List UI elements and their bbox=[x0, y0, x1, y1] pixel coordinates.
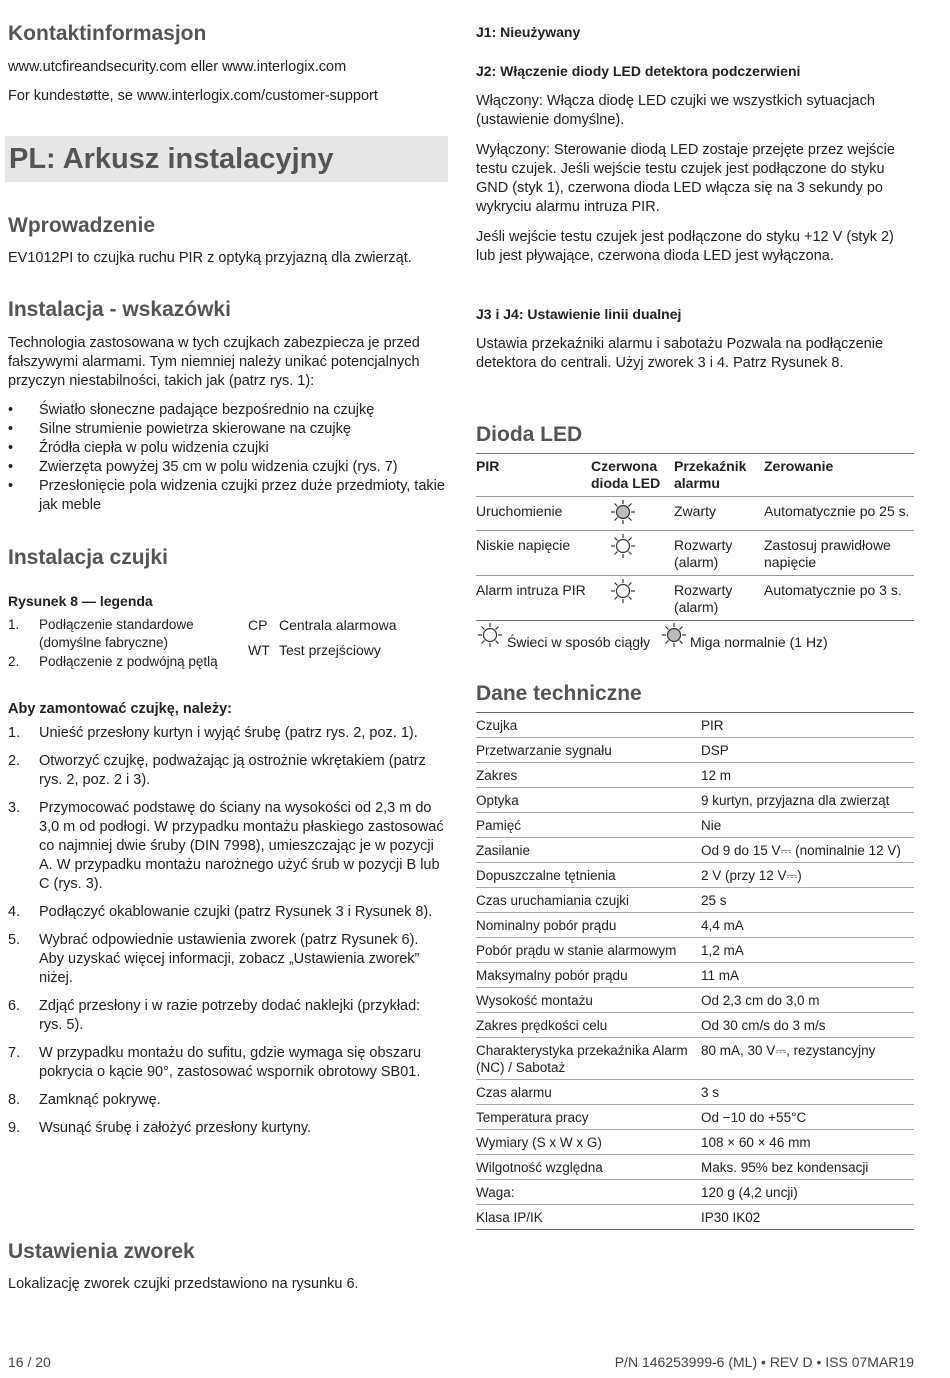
table-row bbox=[476, 576, 914, 621]
table-row: Czas alarmu 3 s bbox=[476, 1080, 914, 1105]
page-number: 16 / 20 bbox=[8, 1354, 51, 1370]
legend-title: Rysunek 8 — legenda bbox=[8, 593, 153, 609]
led-steady-icon bbox=[476, 622, 506, 648]
guidelines-text: Technologia zastosowana w tych czujkach zabezpiecza je przed fałszywymi alarmami. Tym niemniej należy unikać potencjalnych przyczyn niestabilności, takich jak (patrz rys. 1): bbox=[8, 335, 420, 389]
j34-title: J3 i J4: Ustawienie linii dualnej bbox=[476, 306, 682, 322]
relay-cell: Zwarty bbox=[674, 497, 764, 531]
tech-table bbox=[476, 712, 914, 1230]
table-row: Waga: 120 g (4,2 uncji) bbox=[476, 1180, 914, 1205]
step-item: 2. Otworzyć czujkę, podważając ją ostrożnie wkrętakiem (patrz rys. 2, poz. 2 i 3). bbox=[8, 753, 426, 788]
table-row: Zakres prędkości celu Od 30 cm/s do 3 m/s bbox=[476, 1013, 914, 1038]
table-row: Czas uruchamiania czujki 25 s bbox=[476, 888, 914, 913]
header-cell: Przekaźnik alarmu bbox=[674, 454, 764, 497]
led-title: Dioda LED bbox=[476, 423, 583, 446]
pir-cell: Uruchomienie bbox=[476, 497, 591, 531]
table-row: Pobór prądu w stanie alarmowym 1,2 mA bbox=[476, 938, 914, 963]
steps-list bbox=[8, 724, 446, 1147]
table-row bbox=[476, 531, 914, 576]
table-row: Przetwarzanie sygnału DSP bbox=[476, 738, 914, 763]
guidelines-title: Instalacja - wskazówki bbox=[8, 298, 231, 321]
step-item: 3. Przymocować podstawę do ściany na wysokości od 2,3 m do 3,0 m od podłogi. W przypadku montażu płaskiego zastosować co najmniej dwie śruby (DIN 7998), umieszczając je w pozycji A. W przypadku montażu narożnego użyć śrub w pozycji B lub C (rys. 3). bbox=[8, 800, 444, 892]
legend-item: 1. Podłączenie standardowe (domyślne fabryczne) bbox=[8, 617, 194, 650]
step-item: 5. Wybrać odpowiednie ustawienia zworek (patrz Rysunek 6). Aby uzyskać więcej informacji, zobacz „Ustawienia zworek” niżej. bbox=[8, 932, 420, 986]
j1-title: J1: Nieużywany bbox=[476, 24, 581, 40]
pir-cell: Alarm intruza PIR bbox=[476, 576, 591, 621]
legend-list bbox=[8, 616, 238, 671]
led-table-header bbox=[476, 454, 914, 497]
table-row: Klasa IP/IK IP30 IK02 bbox=[476, 1205, 914, 1230]
led-cell bbox=[591, 576, 674, 621]
led-cell bbox=[591, 531, 674, 576]
header-cell: PIR bbox=[476, 454, 591, 497]
led-legend bbox=[476, 622, 914, 652]
bullet-item: • Zwierzęta powyżej 35 cm w polu widzenia czujki (rys. 7) bbox=[8, 458, 446, 477]
table-row: Wysokość montażu Od 2,3 cm do 3,0 m bbox=[476, 988, 914, 1013]
table-row: Czujka PIR bbox=[476, 713, 914, 738]
bullet-item: • Silne strumienie powietrza skierowane na czujkę bbox=[8, 420, 446, 439]
section-banner bbox=[5, 136, 448, 182]
relay-cell: Rozwarty (alarm) bbox=[674, 576, 764, 621]
step-item: 8. Zamknąć pokrywę. bbox=[8, 1092, 161, 1108]
contact-line-2: For kundestøtte, se www.interlogix.com/customer-support bbox=[8, 88, 378, 104]
table-row: Wilgotność względna Maks. 95% bez kondensacji bbox=[476, 1155, 914, 1180]
table-row: Dopuszczalne tętnienia 2 V (przy 12 V⎓) bbox=[476, 863, 914, 888]
led-cell bbox=[591, 497, 674, 531]
table-row: Pamięć Nie bbox=[476, 813, 914, 838]
jumpers-text: Lokalizację zworek czujki przedstawiono na rysunku 6. bbox=[8, 1276, 359, 1292]
j2-paragraph-3: Jeśli wejście testu czujek jest podłączone do styku +12 V (styk 2) lub jest pływające, czerwona dioda LED jest wyłączona. bbox=[476, 229, 894, 264]
table-row: Wymiary (S x W x G) 108 × 60 × 46 mm bbox=[476, 1130, 914, 1155]
intro-title: Wprowadzenie bbox=[8, 214, 156, 237]
contact-line-1: www.utcfireandsecurity.com eller www.interlogix.com bbox=[8, 59, 347, 75]
table-row: Zasilanie Od 9 do 15 V⎓ (nominalnie 12 V) bbox=[476, 838, 914, 863]
relay-cell: Rozwarty (alarm) bbox=[674, 531, 764, 576]
table-row: Optyka 9 kurtyn, przyjazna dla zwierząt bbox=[476, 788, 914, 813]
j34-paragraph: Ustawia przekaźniki alarmu i sabotażu Pozwala na podłączenie detektora do centrali. Użyj zworek 3 i 4. Patrz Rysunek 8. bbox=[476, 336, 884, 371]
intro-text: EV1012PI to czujka ruchu PIR z optyką przyjazną dla zwierząt. bbox=[8, 250, 412, 266]
legend-steady-label: Świeci w sposób ciągły bbox=[507, 634, 651, 650]
table-row: Maksymalny pobór prądu 11 mA bbox=[476, 963, 914, 988]
header-cell: Czerwona dioda LED bbox=[591, 454, 674, 497]
step-item: 9. Wsunąć śrubę i założyć przesłony kurtyny. bbox=[8, 1120, 312, 1136]
table-row: Charakterystyka przekaźnika Alarm (NC) / Sabotaż 80 mA, 30 V⎓, rezystancyjny bbox=[476, 1038, 914, 1080]
bullet-item: • Światło słoneczne padające bezpośrednio na czujkę bbox=[8, 401, 446, 420]
pir-cell: Niskie napięcie bbox=[476, 531, 591, 576]
legend-codes bbox=[248, 616, 448, 659]
table-row bbox=[476, 497, 914, 531]
j2-paragraph-2: Wyłączony: Sterowanie diodą LED zostaje przejęte przez wejście testu czujek. Jeśli wejście testu czujek jest podłączone do styku GND (styk 1), czerwona dioda LED włącza się na 3 sekundy po wykryciu alarmu intruza PIR. bbox=[476, 142, 895, 215]
led-steady-icon bbox=[609, 533, 639, 559]
reset-cell: Automatycznie po 3 s. bbox=[764, 576, 914, 621]
led-steady-icon bbox=[609, 578, 639, 604]
step-item: 7. W przypadku montażu do sufitu, gdzie wymaga się obszaru pokrycia o kącie 90°, zastosować wspornik obrotowy SB01. bbox=[8, 1045, 422, 1080]
legend-code-item: WT Test przejściowy bbox=[248, 642, 381, 658]
j2-paragraph-1: Włączony: Włącza diodę LED czujki we wszystkich sytuacjach (ustawienie domyślne). bbox=[476, 93, 875, 128]
bullet-item: • Źródła ciepła w polu widzenia czujki bbox=[8, 439, 446, 458]
j2-title: J2: Włączenie diody LED detektora podczerwieni bbox=[476, 63, 801, 79]
table-row: Temperatura pracy Od −10 do +55°C bbox=[476, 1105, 914, 1130]
bullet-item: • Przesłonięcie pola widzenia czujki przez duże przedmioty, takie jak meble bbox=[8, 477, 446, 515]
install-title: Instalacja czujki bbox=[8, 546, 168, 569]
table-row: Zakres 12 m bbox=[476, 763, 914, 788]
guidelines-bullet-list bbox=[8, 401, 446, 515]
step-item: 6. Zdjąć przesłony i w razie potrzeby dodać naklejki (przykład: rys. 5). bbox=[8, 998, 421, 1033]
reset-cell: Zastosuj prawidłowe napięcie bbox=[764, 531, 914, 576]
step-item: 4. Podłączyć okablowanie czujki (patrz Rysunek 3 i Rysunek 8). bbox=[8, 904, 433, 920]
banner-title: PL: Arkusz instalacyjny bbox=[9, 143, 334, 175]
led-blinking-icon bbox=[660, 622, 690, 648]
part-number: P/N 146253999-6 (ML) • REV D • ISS 07MAR19 bbox=[614, 1354, 914, 1370]
contact-title: Kontaktinformasjon bbox=[8, 22, 207, 45]
legend-blink-label: Miga normalnie (1 Hz) bbox=[690, 634, 828, 650]
jumpers-title: Ustawienia zworek bbox=[8, 1240, 195, 1263]
step-item: 1. Unieść przesłony kurtyn i wyjąć śrubę (patrz rys. 2, poz. 1). bbox=[8, 725, 418, 741]
led-table bbox=[476, 453, 914, 621]
header-cell: Zerowanie bbox=[764, 454, 914, 497]
legend-code-item: CP Centrala alarmowa bbox=[248, 617, 397, 633]
steps-title: Aby zamontować czujkę, należy: bbox=[8, 701, 233, 717]
tech-title: Dane techniczne bbox=[476, 682, 642, 705]
legend-item: 2. Podłączenie z podwójną pętlą bbox=[8, 654, 218, 669]
table-row: Nominalny pobór prądu 4,4 mA bbox=[476, 913, 914, 938]
reset-cell: Automatycznie po 25 s. bbox=[764, 497, 914, 531]
led-blinking-icon bbox=[609, 499, 639, 525]
